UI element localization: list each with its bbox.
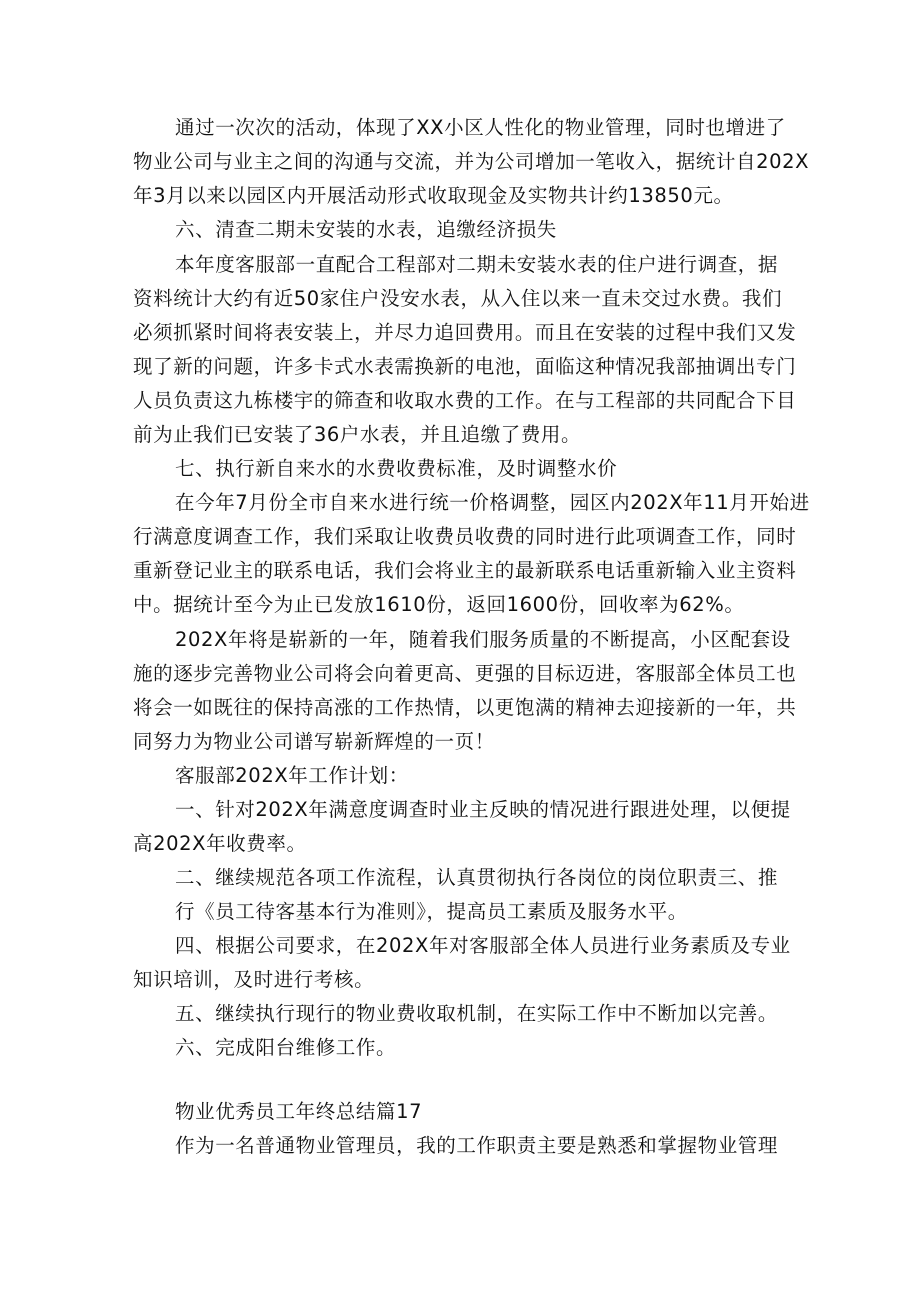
section-heading: 七、执行新自来水的水费收费标准，及时调整水价 — [175, 457, 618, 480]
text-line: 施的逐步完善物业公司将会向着更高、更强的目标迈进，客服部全体员工也 — [133, 662, 797, 685]
text-line: 物业公司与业主之间的沟通与交流，并为公司增加一笔收入，据统计自202X — [133, 150, 810, 173]
list-item: 六、完成阳台维修工作。 — [175, 1036, 397, 1059]
list-item: 五、继续执行现行的物业费收取机制，在实际工作中不断加以完善。 — [175, 1002, 779, 1025]
text-line: 必须抓紧时间将表安装上，并尽力追回费用。而且在安装的过程中我们又发 — [133, 321, 797, 344]
text-line: 在今年7月份全市自来水进行统一价格调整，园区内202X年11月开始进 — [175, 491, 810, 514]
text-line: 将会一如既往的保持高涨的工作热情，以更饱满的精神去迎接新的一年，共 — [133, 696, 797, 719]
list-item: 四、根据公司要求，在202X年对客服部全体人员进行业务素质及专业 — [175, 934, 791, 957]
list-item: 行《员工待客基本行为准则》，提高员工素质及服务水平。 — [175, 900, 688, 923]
text-line: 现了新的问题，许多卡式水表需换新的电池，面临这种情况我部抽调出专门 — [133, 355, 797, 378]
text-line: 年3月以来以园区内开展活动形式收取现金及实物共计约13850元。 — [133, 184, 734, 207]
list-item: 一、针对202X年满意度调查时业主反映的情况进行跟进处理，以便提 — [175, 798, 791, 821]
list-item: 知识培训，及时进行考核。 — [133, 968, 375, 991]
text-line: 本年度客服部一直配合工程部对二期未安装水表的住户进行调查，据 — [175, 253, 779, 276]
text-line: 通过一次次的活动，体现了XX小区人性化的物业管理，同时也增进了 — [175, 116, 786, 139]
section-heading: 六、清查二期未安装的水表，追缴经济损失 — [175, 218, 557, 241]
list-item: 二、继续规范各项工作流程，认真贯彻执行各岗位的岗位职责三、推 — [175, 866, 779, 889]
text-line: 重新登记业主的联系电话，我们会将业主的最新联系电话重新输入业主资料 — [133, 559, 797, 582]
text-line: 资料统计大约有近50家住户没安水表，从入住以来一直未交过水费。我们 — [133, 287, 783, 310]
text-line: 同努力为物业公司谱写崭新辉煌的一页！ — [133, 730, 495, 753]
article-title: 物业优秀员工年终总结篇17 — [175, 1100, 423, 1123]
text-line: 作为一名普通物业管理员，我的工作职责主要是熟悉和掌握物业管理 — [175, 1134, 779, 1157]
list-item: 高202X年收费率。 — [133, 832, 307, 855]
text-line: 202X年将是崭新的一年，随着我们服务质量的不断提高，小区配套设 — [175, 628, 791, 651]
text-line: 前为止我们已安装了36户水表，并且追缴了费用。 — [133, 423, 582, 446]
text-line: 人员负责这九栋楼宇的筛查和收取水费的工作。在与工程部的共同配合下目 — [133, 389, 797, 412]
text-line: 行满意度调查工作，我们采取让收费员收费的同时进行此项调查工作，同时 — [133, 525, 797, 548]
section-heading: 客服部202X年工作计划： — [175, 764, 409, 787]
text-line: 中。据统计至今为止已发放1610份，返回1600份，回收率为62%。 — [133, 593, 745, 616]
